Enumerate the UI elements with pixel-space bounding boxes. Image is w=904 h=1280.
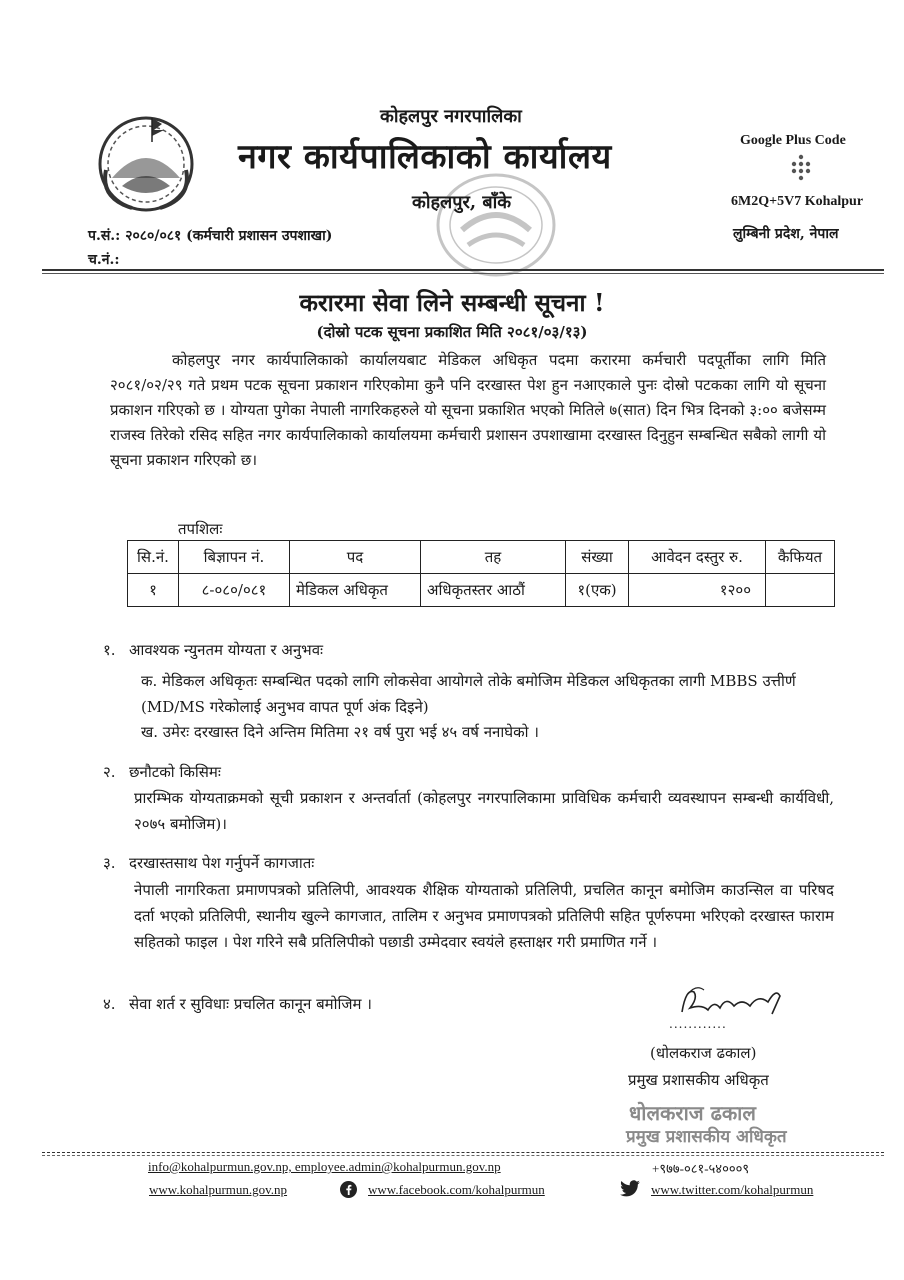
col-fee: आवेदन दस्तुर रु.: [629, 541, 766, 574]
section-3-heading: [103, 853, 843, 873]
cell-post: मेडिकल अधिकृत: [290, 574, 421, 607]
table-header-row: [128, 541, 835, 574]
cell-fee: १२००: [629, 574, 766, 607]
signatory-title: प्रमुख प्रशासकीय अधिकृत: [628, 1071, 769, 1089]
office-location: कोहलपुर, बाँके: [412, 192, 512, 213]
plus-code-value: 6M2Q+5V7 Kohalpur: [731, 194, 864, 209]
col-remarks: कैफियत: [766, 541, 835, 574]
section-2-heading: [103, 762, 843, 782]
details-label: तपशिलः: [178, 520, 223, 538]
header-divider-secondary: [42, 273, 884, 274]
dispatch-number: च.नं.:: [88, 252, 120, 268]
col-sn: सि.नं.: [128, 541, 179, 574]
plus-code-icon: [790, 154, 812, 182]
section-1-item-b: ख. उमेरः दरखास्त दिने अन्तिम मितिमा २१ वर्ष पुरा भई ४५ वर्ष ननाघेको ।: [141, 723, 539, 741]
municipality-name: कोहलपुर नगरपालिका: [380, 106, 522, 127]
footer-divider-secondary: [42, 1155, 884, 1156]
seal-name: धोलकराज ढकाल: [629, 1101, 756, 1125]
signatory-name: (धोलकराज ढकाल): [650, 1044, 757, 1062]
col-count: संख्या: [566, 541, 629, 574]
notice-body: [110, 348, 826, 473]
footer-divider: [42, 1152, 884, 1153]
footer-facebook-link[interactable]: www.facebook.com/kohalpurmun: [368, 1182, 545, 1197]
cell-level: अधिकृतस्तर आठौं: [421, 574, 566, 607]
section-1-heading: [103, 640, 843, 660]
section-3-number: ३.: [103, 854, 116, 872]
section-2-number: २.: [103, 763, 116, 781]
notice-title: करारमा सेवा लिने सम्बन्धी सूचना !: [299, 288, 605, 317]
office-name: नगर कार्यपालिकाको कार्यालय: [238, 137, 612, 177]
section-1-title: आवश्यक न्युनतम योग्यता र अनुभवः: [129, 641, 324, 659]
office-stamp: [432, 170, 560, 280]
section-2-body: प्रारम्भिक योग्यताक्रमको सूची प्रकाशन र अन्तर्वार्ता (कोहलपुर नगरपालिकामा प्राविधिक कर्मचारी व्यवस्थापन सम्बन्धी कार्यविधी, २०७५ बमोजिम)।: [134, 789, 834, 833]
cell-adv-no: ८-०८०/०८१: [179, 574, 290, 607]
nepal-emblem-icon: [92, 108, 200, 216]
section-4-text: सेवा शर्त र सुविधाः प्रचलित कानून बमोजिम ।: [129, 995, 372, 1013]
footer-website-link[interactable]: www.kohalpurmun.gov.np: [149, 1182, 288, 1197]
notice-body-text: कोहलपुर नगर कार्यपालिकाको कार्यालयबाट मेडिकल अधिकृत पदमा करारमा कर्मचारी पदपूर्तीका लागि मिति २०८१/०२/२९ गते प्रथम पटक सूचना प्रकाशन गरिएकोमा कुनै पनि दरखास्त पेश हुन नआएकाले पुनः दोस्रो पटकका लागि यो सूचना प्रकाशन गरिएको छ । योग्यता पुगेका नेपाली नागरिकहरुले यो सूचना प्रकाशित भएको मितिले ७(सात) दिन भित्र दिनको ३:०० बजेसम्म राजस्व तिरेको रसिद सहित नगर कार्यपालिकाको कार्यालयमा कर्मचारी प्रशासन उपशाखामा दरखास्त दिनुहुन सम्बन्धित सबैको लागी यो सूचना प्रकाशन गरिएको छ।: [110, 351, 826, 469]
col-post: पद: [290, 541, 421, 574]
cell-sn: १: [128, 574, 179, 607]
footer-emails[interactable]: info@kohalpurmun.gov.np, employee.admin@kohalpurmun.gov.np: [148, 1159, 501, 1174]
seal-title: प्रमुख प्रशासकीय अधिकृत: [626, 1127, 787, 1147]
header-divider: [42, 269, 884, 271]
col-adv-no: बिज्ञापन नं.: [179, 541, 290, 574]
cell-remarks: [766, 574, 835, 607]
facebook-icon: [340, 1181, 357, 1198]
section-1-item-a: क. मेडिकल अधिकृतः सम्बन्धित पदको लागि लोकसेवा आयोगले तोके बमोजिम मेडिकल अधिकृतका लागी MBBS उत्तीर्ण (MD/MS गरेकोलाई अनुभव वापत पूर्ण अंक दिइने): [141, 672, 796, 716]
province-name: लुम्बिनी प्रदेश, नेपाल: [733, 226, 839, 242]
footer-twitter-link[interactable]: www.twitter.com/kohalpurmun: [651, 1182, 814, 1197]
reference-number: प.सं.: २०८०/०८१ (कर्मचारी प्रशासन उपशाखा): [88, 228, 333, 244]
plus-code-title: Google Plus Code: [740, 133, 846, 148]
section-4-number: ४.: [103, 995, 116, 1013]
section-1-number: १.: [103, 641, 116, 659]
table-row: [128, 574, 835, 607]
col-level: तह: [421, 541, 566, 574]
signature-line: ............: [669, 1017, 727, 1031]
notice-subtitle: (दोस्रो पटक सूचना प्रकाशित मिति २०८१/०३/१३): [316, 323, 588, 341]
cell-count: १(एक): [566, 574, 629, 607]
section-2-title: छनौटको किसिमः: [129, 763, 221, 781]
vacancy-table: [127, 540, 835, 607]
section-3-body: नेपाली नागरिकता प्रमाणपत्रको प्रतिलिपी, आवश्यक शैक्षिक योग्यताको प्रतिलिपी, प्रचलित कानून बमोजिम काउन्सिल वा परिषद दर्ता भएको प्रतिलिपी, स्थानीय खुल्ने कागजात, तालिम र अनुभव प्रमाणपत्रको प्रतिलिपी सहित पूर्णरुपमा भरिएको दरखास्त फाराम सहितको फाइल । पेश गरिने सबै प्रतिलिपीको पछाडी उम्मेदवार स्वयंले हस्ताक्षर गरी प्रमाणित गर्ने ।: [134, 881, 834, 951]
section-3-title: दरखास्तसाथ पेश गर्नुपर्ने कागजातः: [129, 854, 315, 872]
footer-phone: +९७७-०८१-५४०००९: [652, 1161, 750, 1176]
twitter-icon: [619, 1180, 641, 1198]
